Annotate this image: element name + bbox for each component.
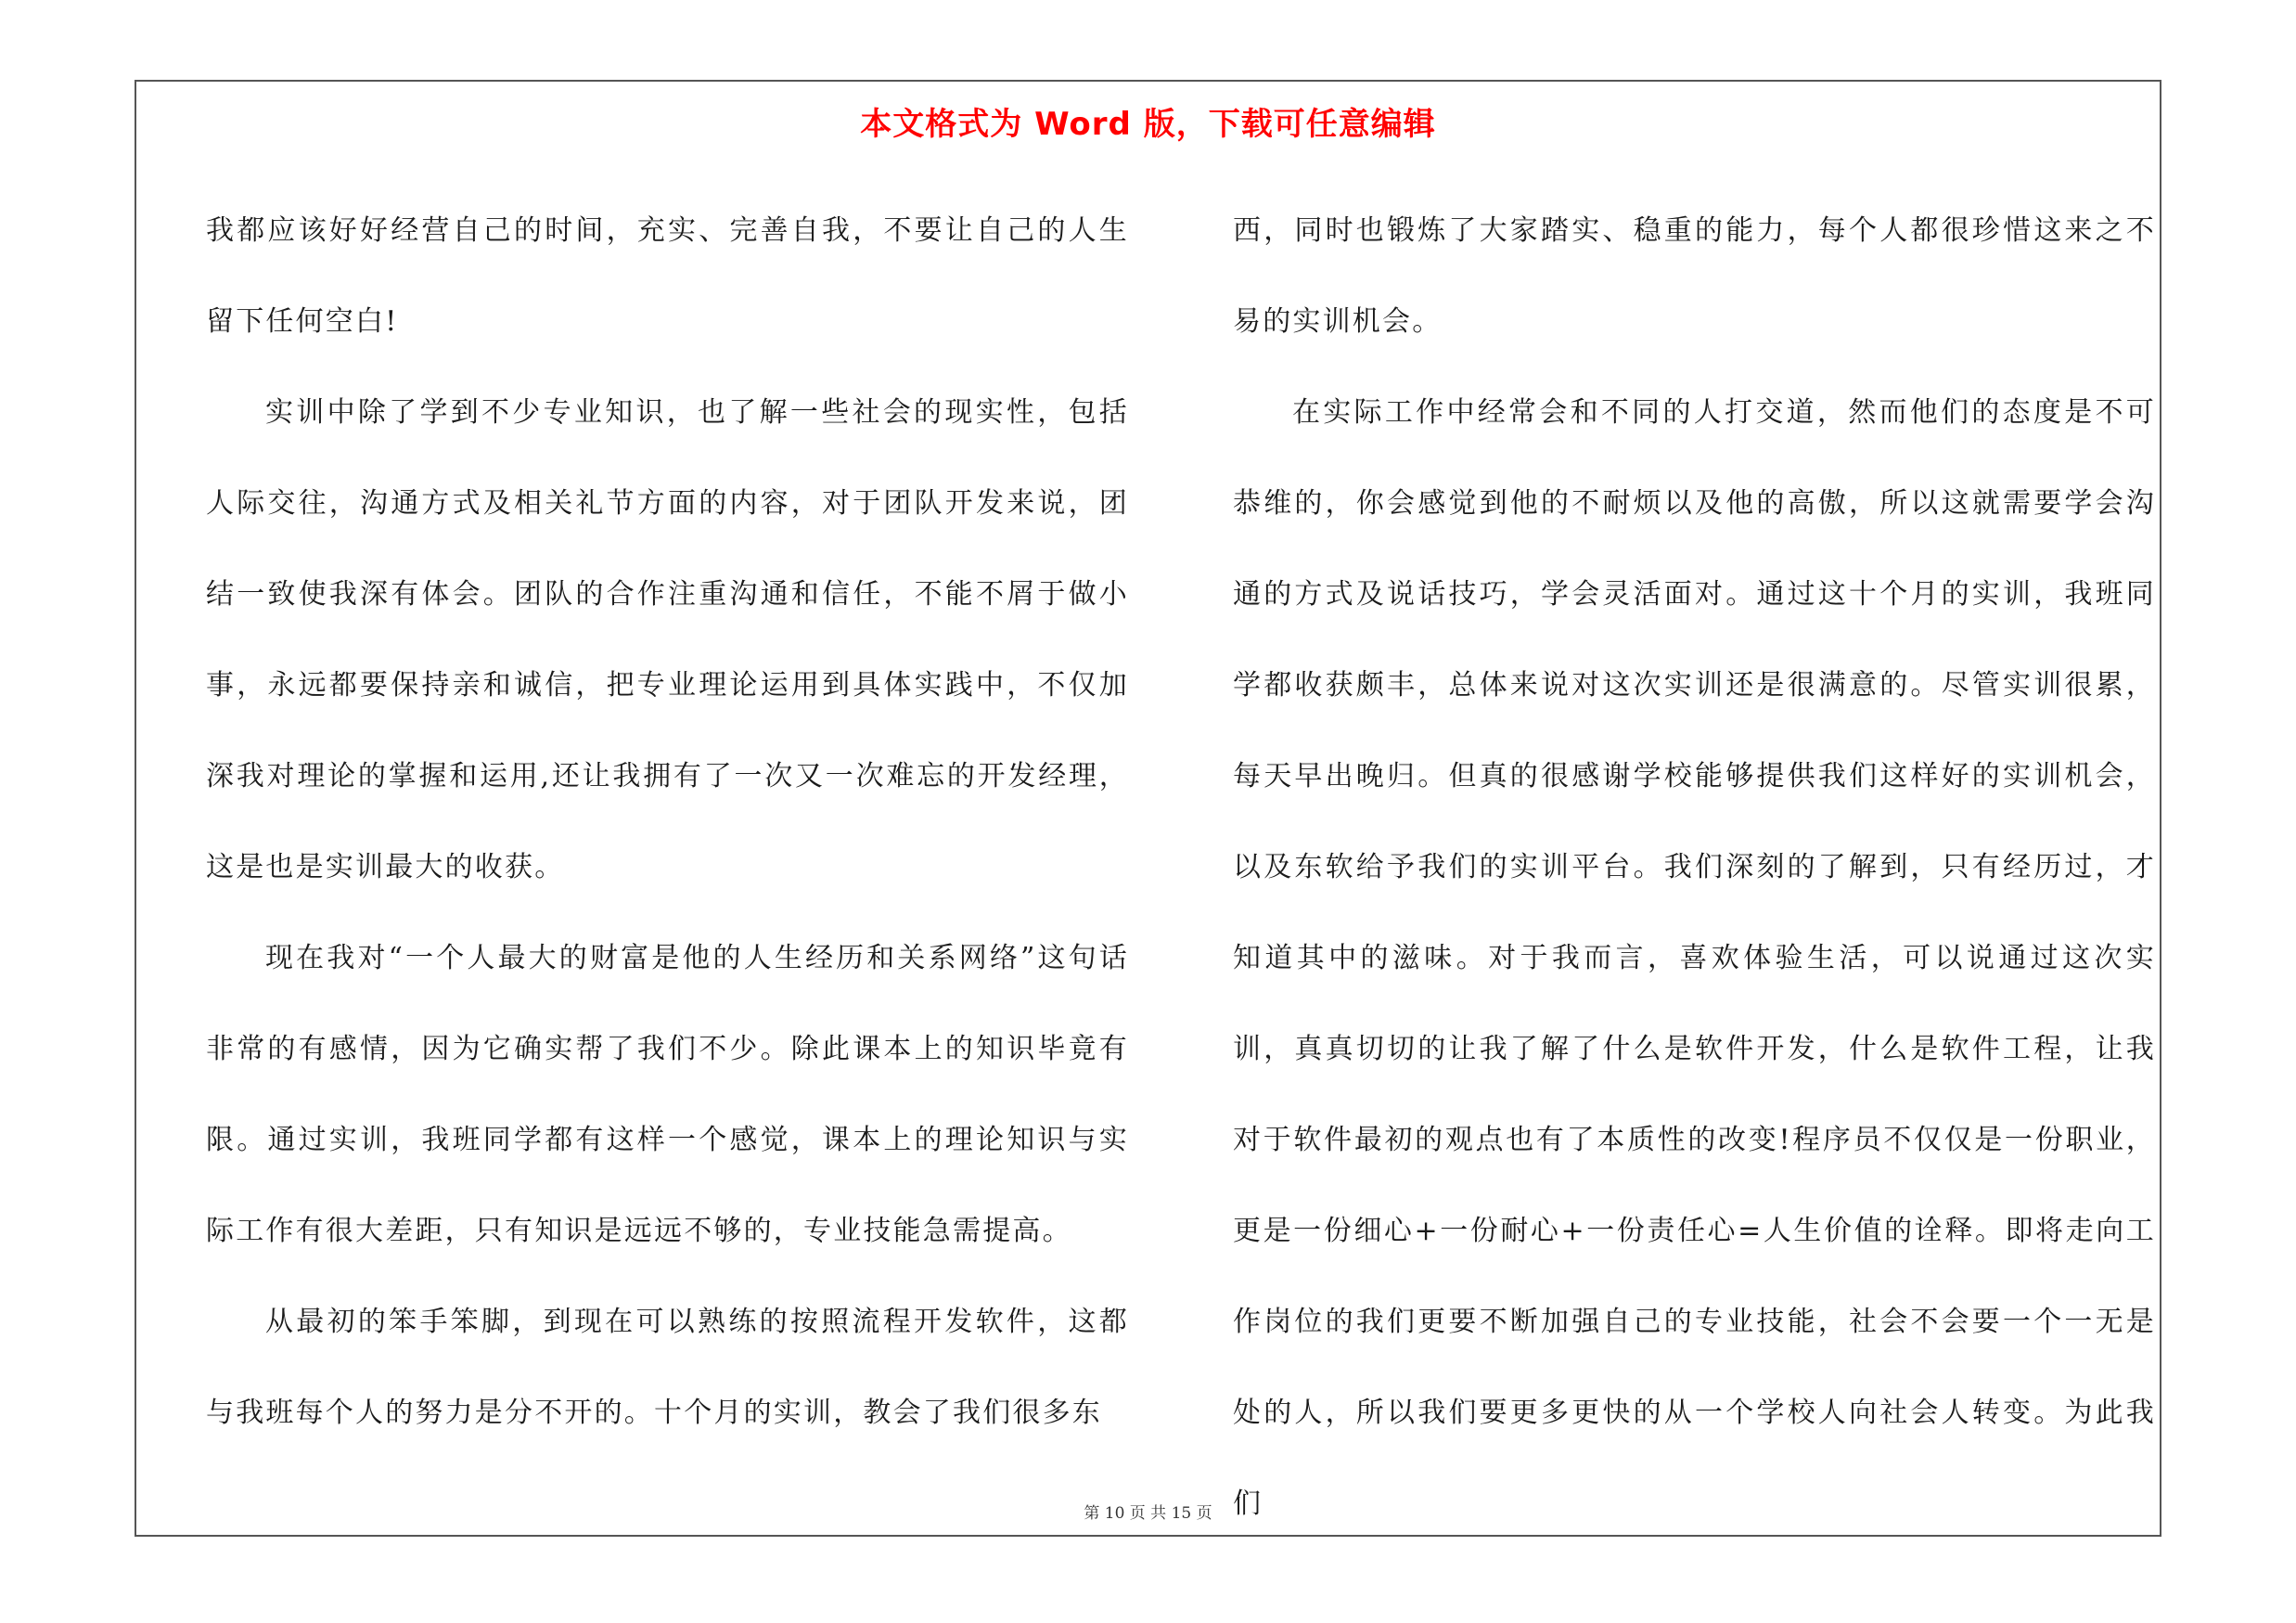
paragraph: 实训中除了学到不少专业知识，也了解一些社会的现实性，包括人际交往，沟通方式及相关礼节方面的内容，对于团队开发来说，团结一致使我深有体会。团队的合作注重沟通和信任，不能不屑于做小事，永远都要保持亲和诚信，把专业理论运用到具体实践中，不仅加深我对理论的掌握和运用,还让我拥有了一次又一次难忘的开发经理，这是也是实训最大的收获。 [206, 396, 1129, 883]
format-banner: 本文格式为 Word 版，下载可任意编辑 [860, 106, 1436, 143]
paragraph: 西，同时也锻炼了大家踏实、稳重的能力，每个人都很珍惜这来之不易的实训机会。 [1233, 214, 2156, 338]
paragraph: 从最初的笨手笨脚，到现在可以熟练的按照流程开发软件，这都与我班每个人的努力是分不开的。十个月的实训，教会了我们很多东 [206, 1306, 1129, 1429]
paragraph: 现在我对“一个人最大的财富是他的人生经历和关系网络”这句话非常的有感情，因为它确实帮了我们不少。除此课本上的知识毕竟有限。通过实训，我班同学都有这样一个感觉，课本上的理论知识与实际工作有很大差距，只有知识是远远不够的，专业技能急需提高。 [206, 942, 1129, 1247]
left-column [206, 186, 1129, 1459]
page-frame [135, 80, 2161, 1537]
right-column [1233, 186, 2156, 1550]
paragraph: 在实际工作中经常会和不同的人打交道，然而他们的态度是不可恭维的，你会感觉到他的不耐烦以及他的高傲，所以这就需要学会沟通的方式及说话技巧，学会灵活面对。通过这十个月的实训，我班同学都收获颇丰，总体来说对这次实训还是很满意的。尽管实训很累，每天早出晚归。但真的很感谢学校能够提供我们这样好的实训机会，以及东软给予我们的实训平台。我们深刻的了解到，只有经历过，才知道其中的滋味。对于我而言，喜欢体验生活，可以说通过这次实训，真真切切的让我了解了什么是软件开发，什么是软件工程，让我对于软件最初的观点也有了本质性的改变!程序员不仅仅是一份职业，更是一份细心+一份耐心+一份责任心=人生价值的诠释。即将走向工作岗位的我们更要不断加强自己的专业技能，社会不会要一个一无是处的人，所以我们要更多更快的从一个学校人向社会人转变。为此我们 [1233, 396, 2156, 1520]
paragraph: 我都应该好好经营自己的时间，充实、完善自我，不要让自己的人生留下任何空白! [206, 214, 1129, 338]
page-number: 第 10 页 共 15 页 [1084, 1504, 1212, 1523]
